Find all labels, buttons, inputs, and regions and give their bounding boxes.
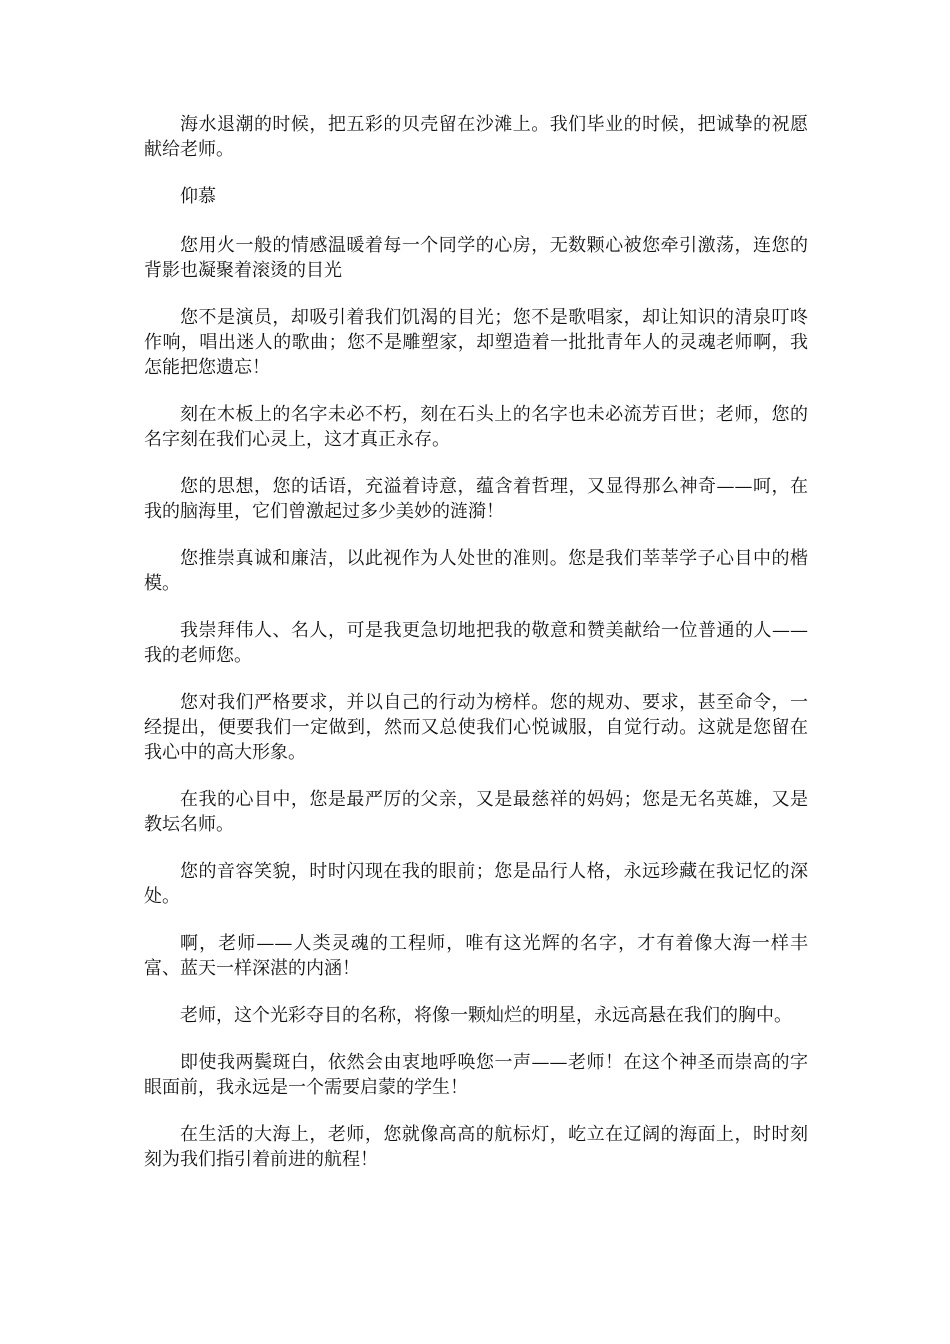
- paragraph-9: 在我的心目中，您是最严厉的父亲，又是最慈祥的妈妈；您是无名英雄，又是教坛名师。: [144, 789, 808, 835]
- paragraph-2: 您用火一般的情感温暖着每一个同学的心房，无数颗心被您牵引激荡，连您的背影也凝聚着滚烫的目光: [144, 235, 808, 281]
- paragraph-3: 您不是演员，却吸引着我们饥渴的目光；您不是歌唱家，却让知识的清泉叮咚作响，唱出迷人的歌曲；您不是雕塑家，却塑造着一批批青年人的灵魂老师啊，我怎能把您遗忘！: [144, 307, 808, 378]
- paragraph-11: 啊，老师——人类灵魂的工程师，唯有这光辉的名字，才有着像大海一样丰富、蓝天一样深湛的内涵！: [144, 933, 808, 979]
- paragraph-12: 老师，这个光彩夺目的名称，将像一颗灿烂的明星，永远高悬在我们的胸中。: [180, 1005, 792, 1026]
- paragraph-13: 即使我两鬓斑白，依然会由衷地呼唤您一声——老师！在这个神圣而崇高的字眼面前，我永远是一个需要启蒙的学生！: [144, 1052, 808, 1098]
- paragraph-6: 您推崇真诚和廉洁，以此视作为人处世的准则。您是我们莘莘学子心目中的楷模。: [144, 548, 808, 594]
- paragraph-10: 您的音容笑貌，时时闪现在我的眼前；您是品行人格，永远珍藏在我记忆的深处。: [144, 861, 808, 907]
- document-body: [144, 112, 808, 1194]
- paragraph-7: 我崇拜伟人、名人，可是我更急切地把我的敬意和赞美献给一位普通的人——我的老师您。: [144, 620, 808, 666]
- paragraph-4: 刻在木板上的名字未必不朽，刻在石头上的名字也未必流芳百世；老师，您的名字刻在我们心灵上，这才真正永存。: [144, 404, 808, 450]
- paragraph-14: 在生活的大海上，老师，您就像高高的航标灯，屹立在辽阔的海面上，时时刻刻为我们指引着前进的航程！: [144, 1124, 808, 1170]
- section-heading: 仰慕: [180, 186, 216, 207]
- paragraph-5: 您的思想，您的话语，充溢着诗意，蕴含着哲理，又显得那么神奇——呵，在我的脑海里，它们曾激起过多少美妙的涟漪！: [144, 476, 808, 522]
- paragraph-8: 您对我们严格要求，并以自己的行动为榜样。您的规劝、要求，甚至命令，一经提出，便要我们一定做到，然而又总使我们心悦诚服，自觉行动。这就是您留在我心中的高大形象。: [144, 692, 808, 763]
- paragraph-1: 海水退潮的时候，把五彩的贝壳留在沙滩上。我们毕业的时候，把诚挚的祝愿献给老师。: [144, 114, 808, 160]
